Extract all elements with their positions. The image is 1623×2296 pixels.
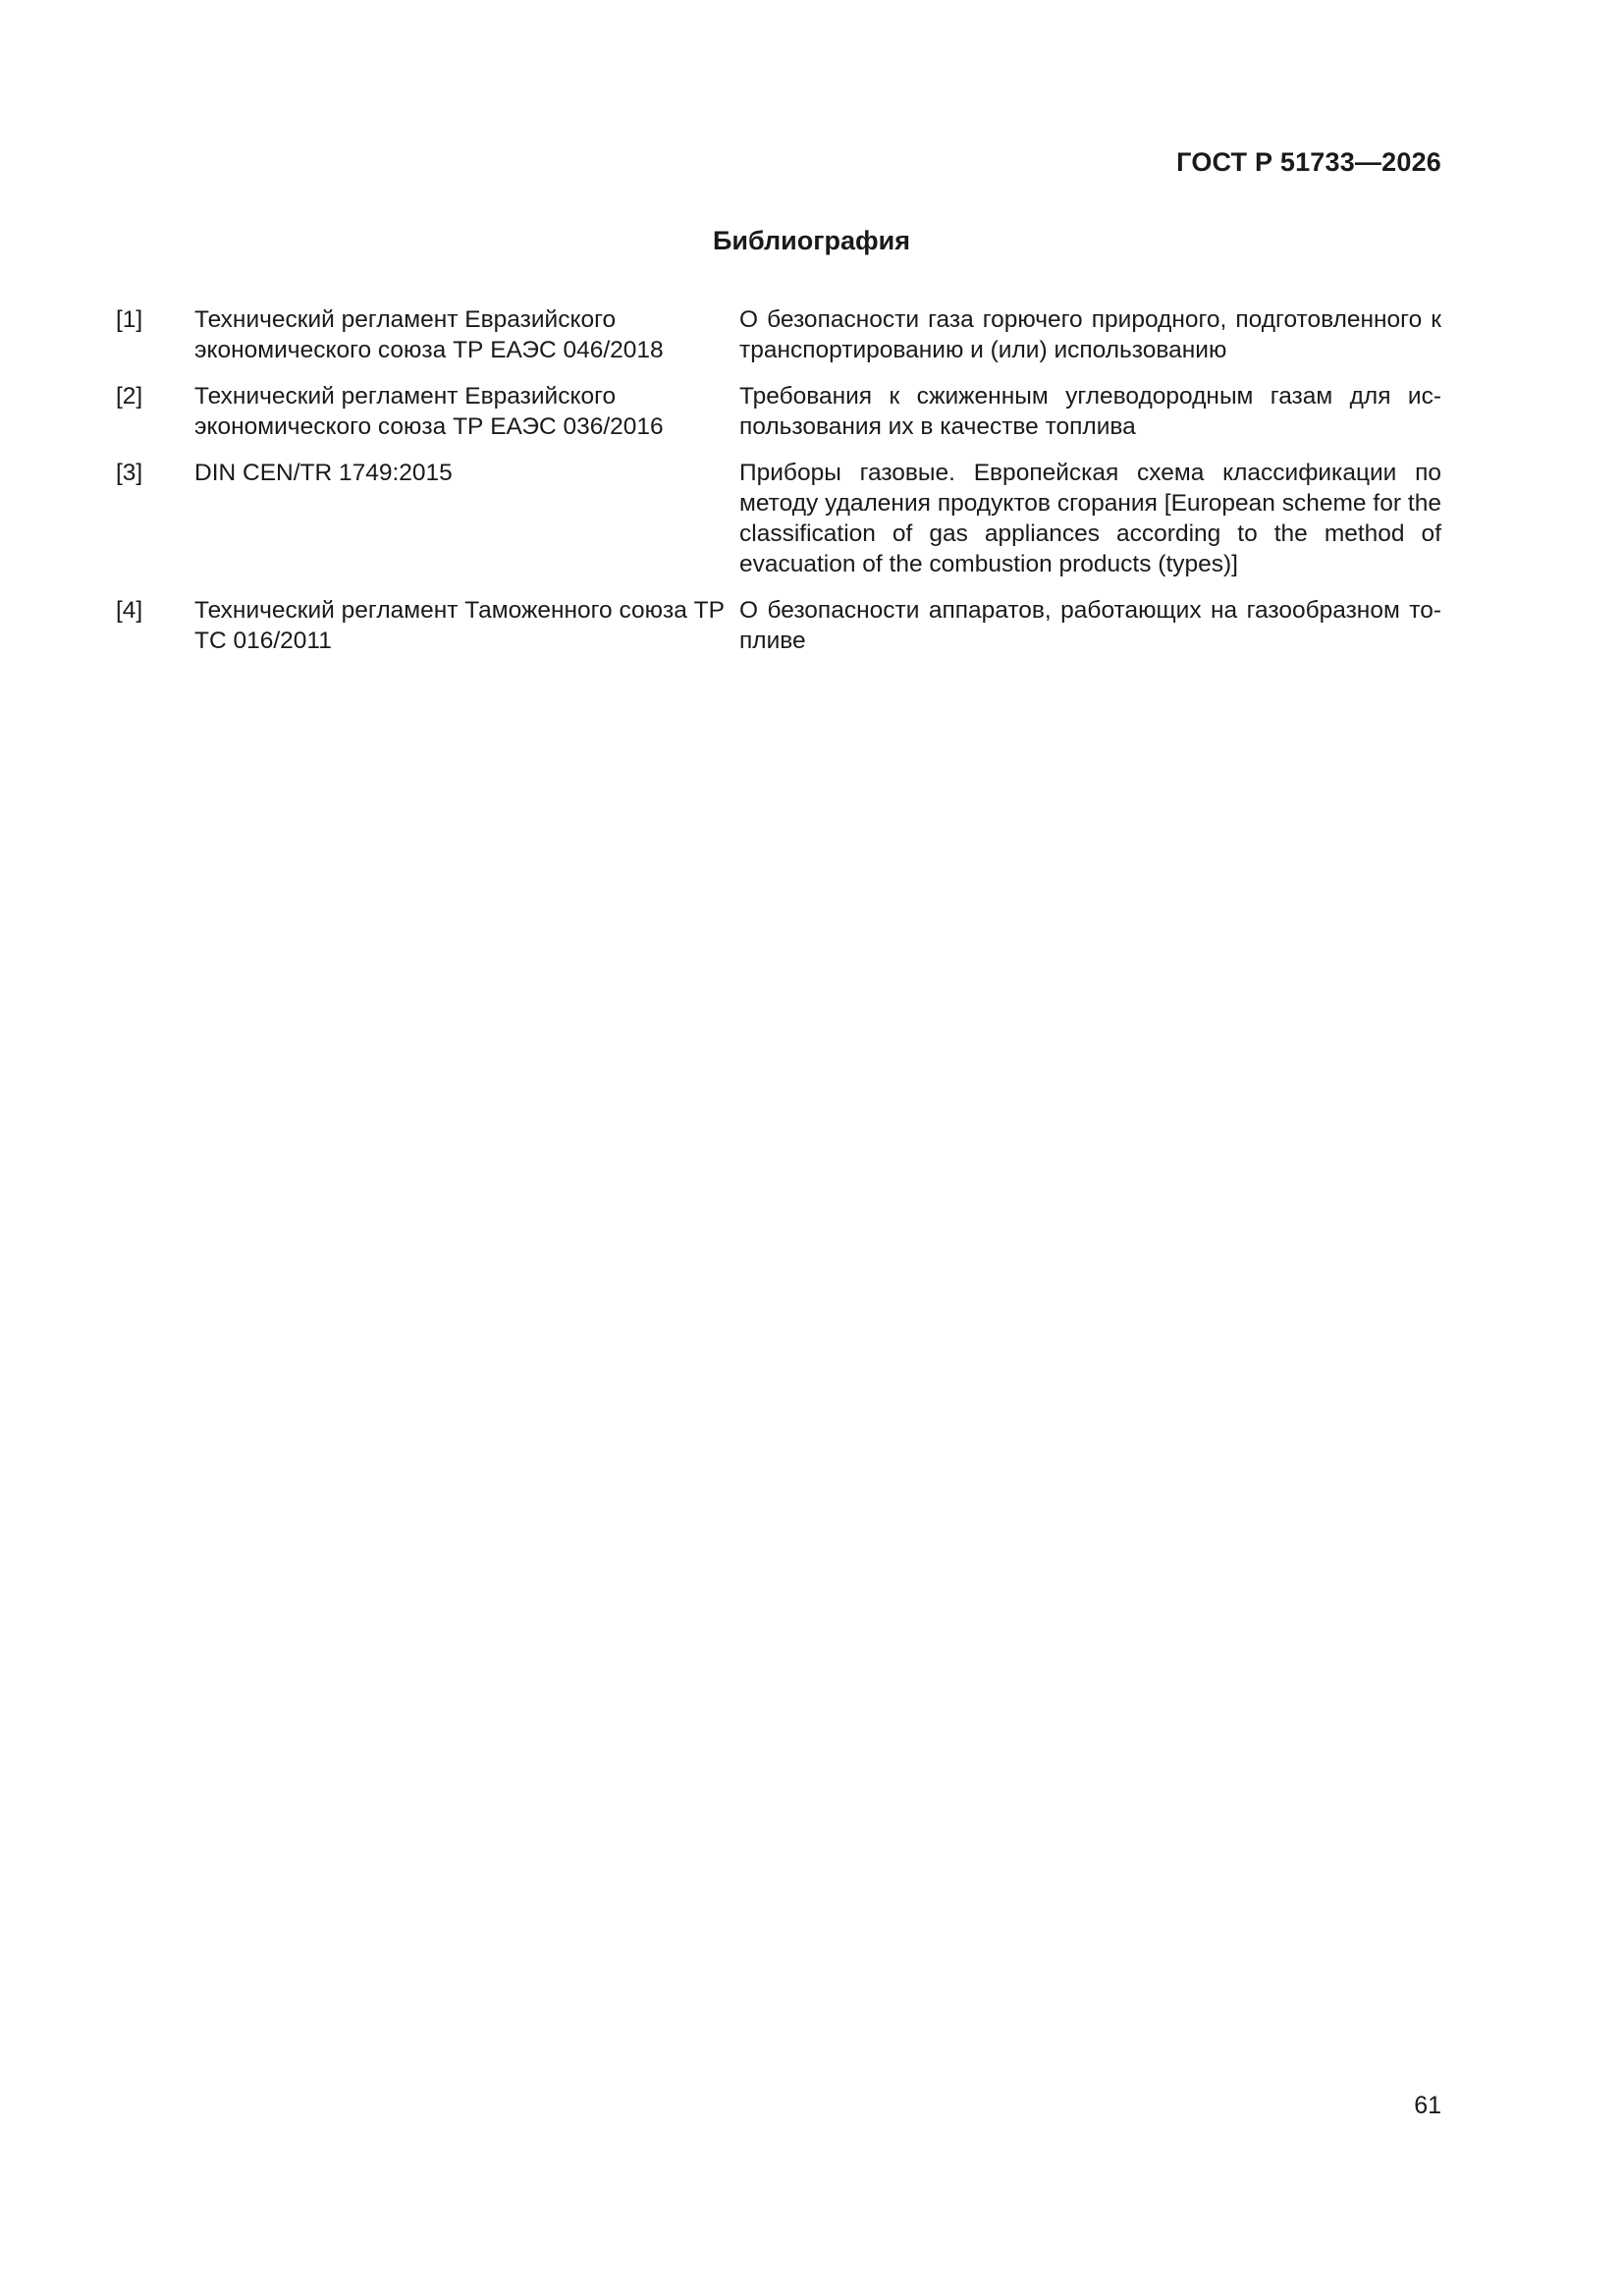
entry-description: О безопасности газа горючего природного, подготовленного к транспортированию и (или) использованию — [739, 306, 1441, 363]
standard-code: ГОСТ Р 51733—2026 — [1176, 147, 1441, 177]
entry-description: О безопасности аппаратов, работающих на газообразном топливе — [739, 597, 1441, 654]
entry-reference: Технический регламент Евразийского экономического союза ТР ЕАЭС 046/2018 — [194, 306, 664, 363]
entry-description: Требования к сжиженным углеводородным газам для использования их в качестве топлива — [739, 383, 1441, 440]
bibliography-list — [116, 304, 1441, 672]
entry-number: [1] — [116, 306, 143, 333]
entry-reference: DIN CEN/TR 1749:2015 — [194, 460, 453, 486]
bibliography-entry — [116, 458, 1441, 579]
entry-reference: Технический регламент Евразийского экономического союза ТР ЕАЭС 036/2016 — [194, 383, 664, 440]
bibliography-entry — [116, 595, 1441, 656]
bibliography-entry — [116, 304, 1441, 365]
page-title: Библиография — [713, 226, 910, 255]
entry-number: [3] — [116, 460, 143, 486]
entry-number: [4] — [116, 597, 143, 624]
page-number: 61 — [1414, 2092, 1441, 2119]
entry-number: [2] — [116, 383, 143, 410]
entry-reference: Технический регламент Таможенного союза ТР ТС 016/2011 — [194, 597, 725, 654]
bibliography-entry — [116, 381, 1441, 442]
entry-description: Приборы газовые. Европейская схема классификации по методу удаления продуктов сгорания [European scheme for the classification of gas appliances according to the method of evacuation of the combustion products (types)] — [739, 460, 1441, 577]
